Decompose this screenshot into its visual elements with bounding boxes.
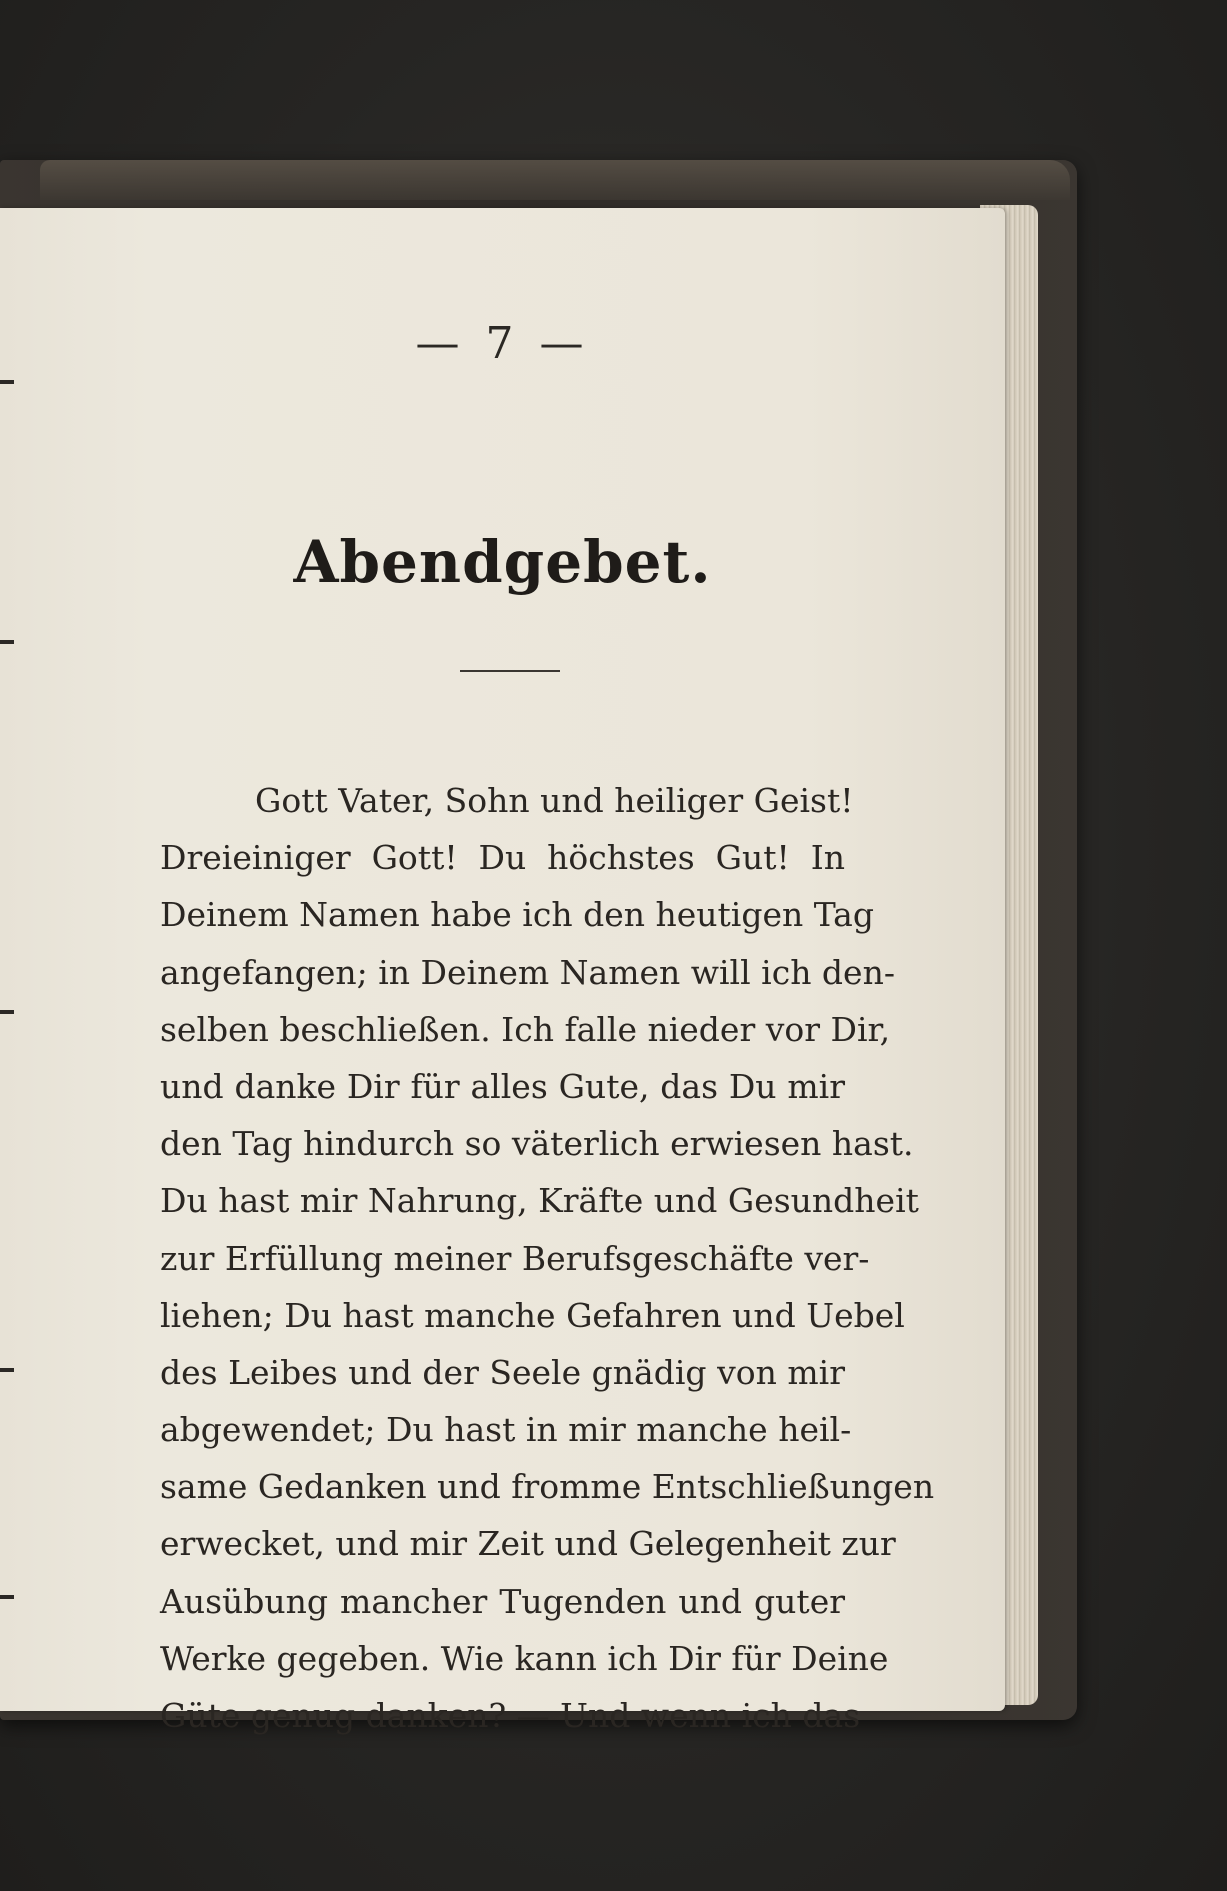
- page-title: Abendgebet.: [293, 528, 712, 596]
- text-line: Dreieiniger Gott! Du höchstes Gut! In: [160, 838, 845, 878]
- text-line: abgewendet; Du hast in mir manche heil-: [160, 1410, 852, 1450]
- text-line: und danke Dir für alles Gute, das Du mir: [160, 1066, 845, 1106]
- binding-thread: [0, 640, 14, 644]
- text-line: Ausübung mancher Tugenden und guter: [160, 1581, 845, 1621]
- page-number: — 7 —: [415, 318, 590, 369]
- text-line: zur Erfüllung meiner Berufsgeschäfte ver-: [160, 1238, 870, 1278]
- prayer-text: [160, 772, 935, 1744]
- binding-thread: [0, 380, 14, 384]
- title-divider: [460, 670, 560, 672]
- book-cover-top-edge: [40, 160, 1070, 200]
- text-line: des Leibes und der Seele gnädig von mir: [160, 1352, 845, 1392]
- text-line: same Gedanken und fromme Entschließungen: [160, 1467, 935, 1507]
- binding-thread: [0, 1368, 14, 1372]
- text-line: selben beschließen. Ich falle nieder vor Dir,: [160, 1009, 891, 1049]
- text-line: liehen; Du hast manche Gefahren und Uebel: [160, 1295, 905, 1335]
- binding-thread: [0, 1595, 14, 1599]
- text-line: den Tag hindurch so väterlich erwiesen hast.: [160, 1124, 914, 1164]
- text-line: Deinem Namen habe ich den heutigen Tag: [160, 895, 874, 935]
- text-line: Werke gegeben. Wie kann ich Dir für Deine: [160, 1638, 889, 1678]
- binding-thread: [0, 1010, 14, 1014]
- text-line: Du hast mir Nahrung, Kräfte und Gesundheit: [160, 1181, 919, 1221]
- text-line: Güte genug danken? — Und wenn ich das: [160, 1696, 861, 1735]
- text-line: angefangen; in Deinem Namen will ich den-: [160, 952, 895, 992]
- text-line: Gott Vater, Sohn und heiliger Geist!: [255, 781, 854, 820]
- text-line: erwecket, und mir Zeit und Gelegenheit zur: [160, 1524, 896, 1564]
